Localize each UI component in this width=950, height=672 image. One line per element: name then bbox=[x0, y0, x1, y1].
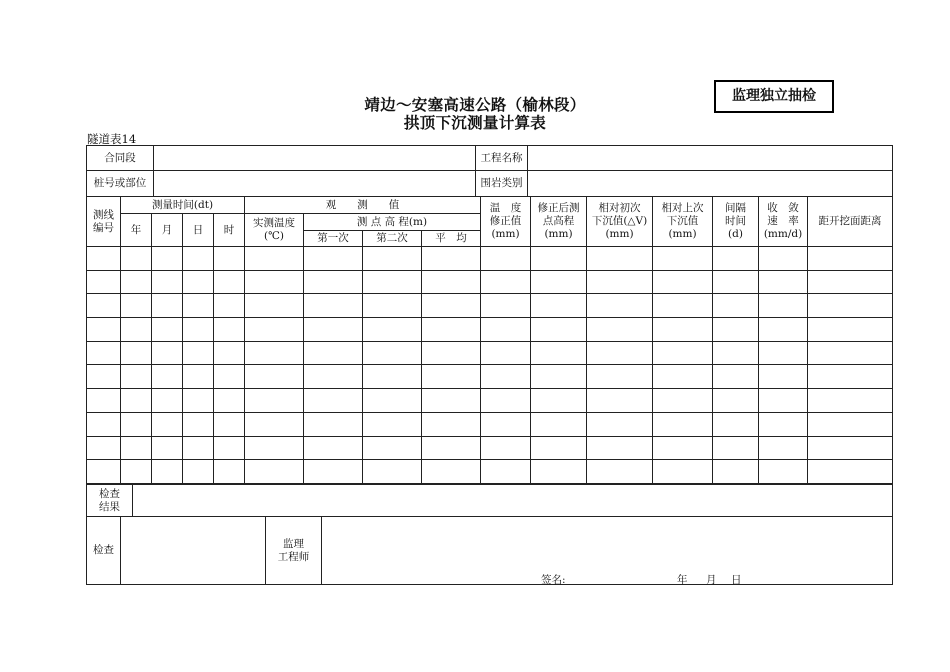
table-cell[interactable] bbox=[531, 341, 587, 365]
table-cell[interactable] bbox=[759, 412, 808, 436]
table-cell[interactable] bbox=[653, 341, 713, 365]
table-cell[interactable] bbox=[183, 365, 214, 389]
col-month: 月 bbox=[152, 214, 183, 247]
table-cell[interactable] bbox=[183, 460, 214, 484]
signature-label: 签名: bbox=[541, 574, 566, 586]
table-cell[interactable] bbox=[363, 341, 422, 365]
table-cell[interactable] bbox=[214, 460, 245, 484]
table-cell[interactable] bbox=[587, 270, 653, 294]
table-row bbox=[87, 270, 893, 294]
table-cell[interactable] bbox=[422, 460, 481, 484]
table-cell[interactable] bbox=[587, 389, 653, 413]
rock-class-label: 围岩类别 bbox=[476, 171, 528, 197]
table-cell[interactable] bbox=[653, 318, 713, 342]
table-cell[interactable] bbox=[481, 460, 531, 484]
col-relative-first: 相对初次 下沉值(△V) (mm) bbox=[587, 197, 653, 247]
table-cell[interactable] bbox=[531, 294, 587, 318]
table-cell[interactable] bbox=[183, 412, 214, 436]
table-cell[interactable] bbox=[121, 318, 152, 342]
table-cell[interactable] bbox=[121, 436, 152, 460]
table-cell[interactable] bbox=[87, 460, 121, 484]
table-cell[interactable] bbox=[422, 341, 481, 365]
table-row bbox=[87, 247, 893, 271]
table-cell[interactable] bbox=[183, 389, 214, 413]
table-cell[interactable] bbox=[422, 436, 481, 460]
project-name-label: 工程名称 bbox=[476, 146, 528, 171]
table-cell[interactable] bbox=[422, 294, 481, 318]
supervisor-signature-area[interactable] bbox=[322, 517, 893, 585]
contract-label: 合同段 bbox=[87, 146, 154, 171]
table-cell[interactable] bbox=[653, 270, 713, 294]
table-cell[interactable] bbox=[245, 365, 304, 389]
table-cell[interactable] bbox=[87, 436, 121, 460]
table-cell[interactable] bbox=[531, 318, 587, 342]
table-cell[interactable] bbox=[152, 412, 183, 436]
table-cell[interactable] bbox=[713, 412, 759, 436]
table-cell[interactable] bbox=[152, 389, 183, 413]
table-cell[interactable] bbox=[531, 365, 587, 389]
table-cell[interactable] bbox=[363, 318, 422, 342]
table-cell[interactable] bbox=[152, 365, 183, 389]
table-cell[interactable] bbox=[121, 270, 152, 294]
year-label: 年 bbox=[677, 574, 688, 586]
document-subtitle: 拱顶下沉测量计算表 bbox=[403, 114, 547, 132]
table-cell[interactable] bbox=[653, 389, 713, 413]
table-cell[interactable] bbox=[481, 389, 531, 413]
table-cell[interactable] bbox=[713, 294, 759, 318]
table-cell[interactable] bbox=[713, 436, 759, 460]
table-cell[interactable] bbox=[304, 365, 363, 389]
table-cell[interactable] bbox=[214, 318, 245, 342]
table-cell[interactable] bbox=[245, 436, 304, 460]
check-result-label: 检查 结果 bbox=[87, 485, 133, 517]
table-cell[interactable] bbox=[363, 436, 422, 460]
table-cell[interactable] bbox=[808, 341, 893, 365]
data-rows bbox=[87, 247, 893, 484]
table-cell[interactable] bbox=[363, 412, 422, 436]
table-row bbox=[87, 436, 893, 460]
table-cell[interactable] bbox=[152, 436, 183, 460]
table-cell[interactable] bbox=[214, 436, 245, 460]
table-cell[interactable] bbox=[152, 318, 183, 342]
table-cell[interactable] bbox=[152, 294, 183, 318]
table-cell[interactable] bbox=[304, 412, 363, 436]
table-cell[interactable] bbox=[481, 365, 531, 389]
table-cell[interactable] bbox=[152, 270, 183, 294]
table-cell[interactable] bbox=[183, 436, 214, 460]
table-cell[interactable] bbox=[152, 341, 183, 365]
month-label: 月 bbox=[706, 574, 717, 586]
table-cell[interactable] bbox=[653, 460, 713, 484]
station-value-field[interactable] bbox=[154, 171, 476, 197]
col-hour: 时 bbox=[214, 214, 245, 247]
table-cell[interactable] bbox=[653, 436, 713, 460]
table-row bbox=[87, 341, 893, 365]
table-cell[interactable] bbox=[759, 247, 808, 271]
table-cell[interactable] bbox=[587, 341, 653, 365]
table-cell[interactable] bbox=[214, 270, 245, 294]
project-name-field[interactable] bbox=[528, 146, 893, 171]
table-cell[interactable] bbox=[808, 436, 893, 460]
col-average: 平 均 bbox=[422, 231, 481, 247]
day-label: 日 bbox=[731, 574, 742, 586]
table-cell[interactable] bbox=[422, 389, 481, 413]
table-cell[interactable] bbox=[363, 389, 422, 413]
check-field[interactable] bbox=[121, 517, 266, 585]
table-cell[interactable] bbox=[531, 436, 587, 460]
table-cell[interactable] bbox=[422, 270, 481, 294]
table-cell[interactable] bbox=[304, 318, 363, 342]
table-cell[interactable] bbox=[531, 412, 587, 436]
table-cell[interactable] bbox=[808, 270, 893, 294]
table-row bbox=[87, 460, 893, 484]
table-cell[interactable] bbox=[713, 365, 759, 389]
table-cell[interactable] bbox=[214, 389, 245, 413]
table-cell[interactable] bbox=[304, 270, 363, 294]
table-cell[interactable] bbox=[183, 341, 214, 365]
table-cell[interactable] bbox=[363, 294, 422, 318]
table-cell[interactable] bbox=[808, 247, 893, 271]
table-cell[interactable] bbox=[713, 341, 759, 365]
table-cell[interactable] bbox=[363, 365, 422, 389]
table-cell[interactable] bbox=[808, 460, 893, 484]
table-cell[interactable] bbox=[304, 341, 363, 365]
col-relative-last: 相对上次 下沉值 (mm) bbox=[653, 197, 713, 247]
table-cell[interactable] bbox=[713, 270, 759, 294]
table-cell[interactable] bbox=[121, 341, 152, 365]
table-cell[interactable] bbox=[183, 270, 214, 294]
table-cell[interactable] bbox=[87, 389, 121, 413]
table-cell[interactable] bbox=[587, 460, 653, 484]
station-label: 桩号或部位 bbox=[87, 171, 154, 197]
table-cell[interactable] bbox=[304, 460, 363, 484]
table-cell[interactable] bbox=[304, 294, 363, 318]
table-cell[interactable] bbox=[87, 247, 121, 271]
col-year: 年 bbox=[121, 214, 152, 247]
table-cell[interactable] bbox=[422, 247, 481, 271]
table-cell[interactable] bbox=[87, 365, 121, 389]
table-cell[interactable] bbox=[183, 294, 214, 318]
signoff-table bbox=[86, 516, 893, 585]
table-cell[interactable] bbox=[214, 247, 245, 271]
table-row bbox=[87, 294, 893, 318]
table-cell[interactable] bbox=[214, 294, 245, 318]
form-number: 隧道表14 bbox=[87, 132, 137, 146]
table-cell[interactable] bbox=[759, 270, 808, 294]
col-time-group: 测量时间(dt) bbox=[121, 197, 245, 214]
table-cell[interactable] bbox=[587, 365, 653, 389]
col-corrected-elevation: 修正后测 点高程 (mm) bbox=[531, 197, 587, 247]
table-cell[interactable] bbox=[481, 270, 531, 294]
measurement-table bbox=[86, 196, 893, 484]
inspection-stamp: 监理独立抽检 bbox=[714, 80, 834, 113]
table-cell[interactable] bbox=[481, 318, 531, 342]
table-cell[interactable] bbox=[245, 460, 304, 484]
col-interval: 间隔 时间 (d) bbox=[713, 197, 759, 247]
contract-value-field[interactable] bbox=[154, 146, 476, 171]
table-cell[interactable] bbox=[653, 247, 713, 271]
check-label: 检查 bbox=[87, 517, 121, 585]
col-first: 第一次 bbox=[304, 231, 363, 247]
table-cell[interactable] bbox=[587, 294, 653, 318]
table-cell[interactable] bbox=[422, 412, 481, 436]
table-cell[interactable] bbox=[481, 436, 531, 460]
table-cell[interactable] bbox=[245, 341, 304, 365]
supervisor-label: 监理 工程师 bbox=[266, 517, 322, 585]
table-row bbox=[87, 412, 893, 436]
col-observed-group: 观 测 值 bbox=[245, 197, 481, 214]
table-cell[interactable] bbox=[363, 247, 422, 271]
col-distance: 距开挖面距离 bbox=[808, 197, 893, 247]
table-cell[interactable] bbox=[759, 436, 808, 460]
col-rate: 收 敛 速 率 (mm/d) bbox=[759, 197, 808, 247]
table-cell[interactable] bbox=[304, 436, 363, 460]
table-cell[interactable] bbox=[587, 412, 653, 436]
table-cell[interactable] bbox=[713, 247, 759, 271]
table-cell[interactable] bbox=[245, 318, 304, 342]
table-cell[interactable] bbox=[531, 389, 587, 413]
table-cell[interactable] bbox=[713, 460, 759, 484]
table-cell[interactable] bbox=[121, 412, 152, 436]
rock-class-field[interactable] bbox=[528, 171, 893, 197]
table-cell[interactable] bbox=[121, 294, 152, 318]
table-cell[interactable] bbox=[87, 318, 121, 342]
table-cell[interactable] bbox=[183, 318, 214, 342]
table-cell[interactable] bbox=[304, 247, 363, 271]
table-cell[interactable] bbox=[121, 247, 152, 271]
table-row bbox=[87, 365, 893, 389]
table-cell[interactable] bbox=[759, 365, 808, 389]
table-cell[interactable] bbox=[808, 412, 893, 436]
table-cell[interactable] bbox=[245, 247, 304, 271]
table-cell[interactable] bbox=[87, 412, 121, 436]
table-cell[interactable] bbox=[531, 460, 587, 484]
table-cell[interactable] bbox=[481, 341, 531, 365]
table-cell[interactable] bbox=[759, 294, 808, 318]
table-cell[interactable] bbox=[713, 389, 759, 413]
table-row bbox=[87, 318, 893, 342]
table-cell[interactable] bbox=[587, 318, 653, 342]
table-cell[interactable] bbox=[304, 389, 363, 413]
table-cell[interactable] bbox=[121, 460, 152, 484]
table-cell[interactable] bbox=[152, 247, 183, 271]
table-cell[interactable] bbox=[121, 365, 152, 389]
table-cell[interactable] bbox=[245, 294, 304, 318]
table-cell[interactable] bbox=[653, 294, 713, 318]
table-cell[interactable] bbox=[422, 365, 481, 389]
document-title: 靖边～安塞高速公路（榆林段） bbox=[364, 96, 586, 114]
table-cell[interactable] bbox=[759, 460, 808, 484]
check-result-table bbox=[86, 484, 893, 517]
table-cell[interactable] bbox=[121, 389, 152, 413]
table-cell[interactable] bbox=[183, 247, 214, 271]
table-cell[interactable] bbox=[587, 436, 653, 460]
col-elevation-group: 测 点 高 程(m) bbox=[304, 214, 481, 231]
table-cell[interactable] bbox=[245, 270, 304, 294]
table-cell[interactable] bbox=[87, 270, 121, 294]
table-cell[interactable] bbox=[245, 412, 304, 436]
table-cell[interactable] bbox=[422, 318, 481, 342]
table-cell[interactable] bbox=[808, 294, 893, 318]
table-cell[interactable] bbox=[245, 389, 304, 413]
table-cell[interactable] bbox=[531, 247, 587, 271]
col-day: 日 bbox=[183, 214, 214, 247]
table-cell[interactable] bbox=[214, 365, 245, 389]
table-cell[interactable] bbox=[363, 460, 422, 484]
col-temp-correction: 温 度 修正值 (mm) bbox=[481, 197, 531, 247]
table-cell[interactable] bbox=[87, 341, 121, 365]
table-cell[interactable] bbox=[87, 294, 121, 318]
table-cell[interactable] bbox=[808, 389, 893, 413]
col-line-no: 测线 编号 bbox=[87, 197, 121, 247]
check-result-field[interactable] bbox=[133, 485, 893, 517]
table-cell[interactable] bbox=[481, 412, 531, 436]
col-temperature: 实测温度 (℃) bbox=[245, 214, 304, 247]
table-cell[interactable] bbox=[653, 412, 713, 436]
table-cell[interactable] bbox=[713, 318, 759, 342]
table-cell[interactable] bbox=[653, 365, 713, 389]
table-cell[interactable] bbox=[759, 341, 808, 365]
table-row bbox=[87, 389, 893, 413]
table-cell[interactable] bbox=[808, 318, 893, 342]
table-cell[interactable] bbox=[481, 247, 531, 271]
table-cell[interactable] bbox=[214, 341, 245, 365]
table-cell[interactable] bbox=[759, 318, 808, 342]
table-cell[interactable] bbox=[808, 365, 893, 389]
table-cell[interactable] bbox=[531, 270, 587, 294]
table-cell[interactable] bbox=[759, 389, 808, 413]
table-cell[interactable] bbox=[152, 460, 183, 484]
table-cell[interactable] bbox=[481, 294, 531, 318]
col-second: 第二次 bbox=[363, 231, 422, 247]
table-cell[interactable] bbox=[214, 412, 245, 436]
header-info-table bbox=[86, 145, 893, 197]
table-cell[interactable] bbox=[363, 270, 422, 294]
table-cell[interactable] bbox=[587, 247, 653, 271]
